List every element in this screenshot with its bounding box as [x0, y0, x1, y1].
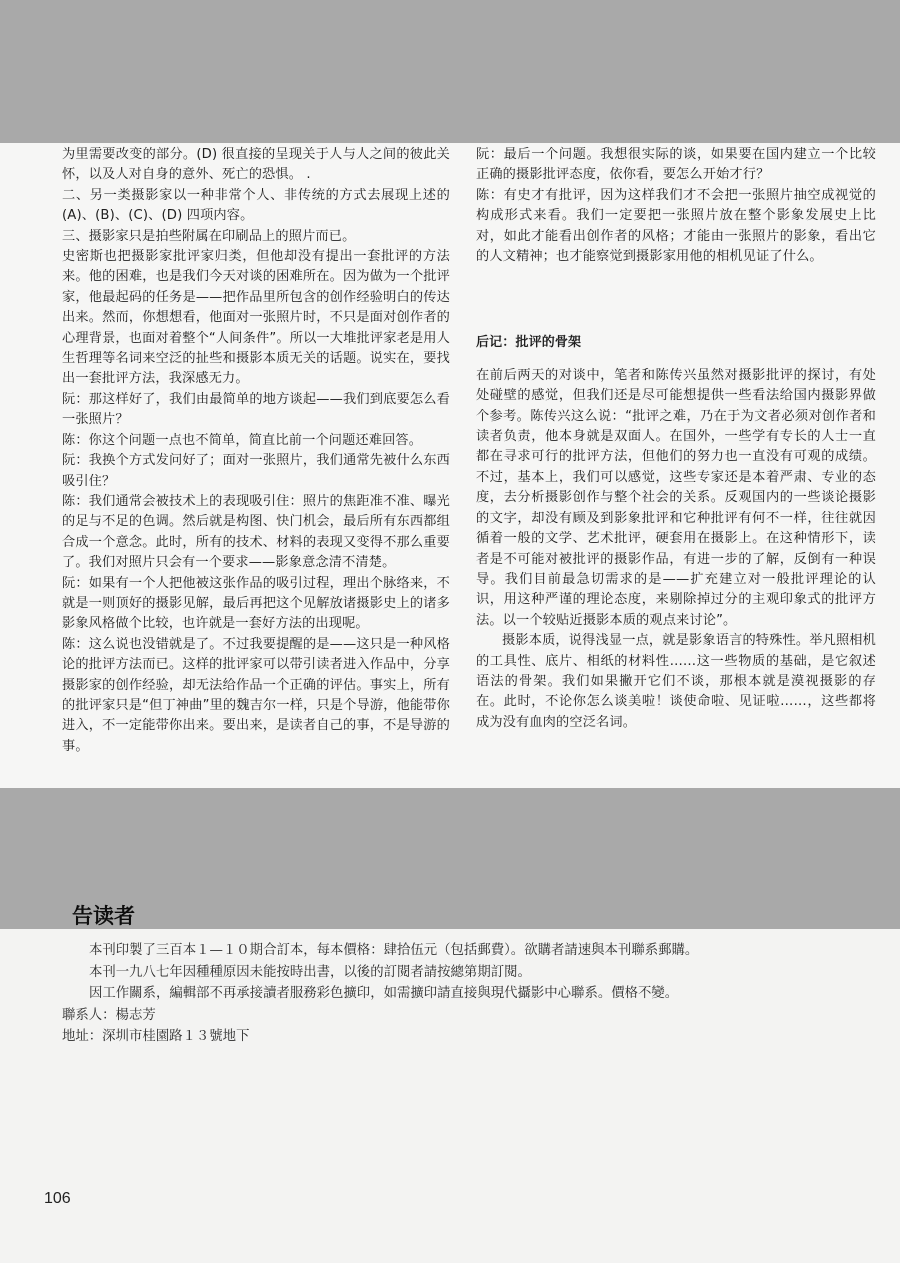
- paragraph: 陈：这么说也没错就是了。不过我要提醒的是——这只是一种风格论的批评方法而已。这样的批评家可以带引读者进入作品中，分享摄影家的创作经验，却无法给作品一个正确的评估。事实上，所有的批评家只是“但丁神曲”里的魏吉尔一样，只是个导游，他能带你进入，不一定能带你出来。要出来，是读者自己的事，不是导游的事。: [62, 636, 450, 754]
- paragraph: 阮：最后一个问题。我想很实际的谈，如果要在国内建立一个比较正确的摄影批评态度，依你看，要怎么开始才行？: [476, 147, 876, 183]
- paragraph: 三、摄影家只是拍些附属在印刷品上的照片而已。: [62, 228, 356, 244]
- paragraph: 陈：有史才有批评，因为这样我们才不会把一张照片抽空成视觉的构成形式来看。我们一定要把一张照片放在整个影象发展史上比对，如此才能看出创作者的风格；才能由一张照片的影象，看出它的人文精神；也才能察觉到摄影家用他的相机见证了什么。: [476, 187, 876, 265]
- notice-line: 聯系人：楊志芳: [62, 1007, 156, 1023]
- notice-line: 地址：深圳市桂園路１３號地下: [62, 1029, 250, 1044]
- paragraph: 阮：我换个方式发问好了；面对一张照片，我们通常先被什么东西吸引住？: [62, 453, 450, 489]
- paragraph: 陈：我们通常会被技术上的表现吸引住：照片的焦距准不准、曝光的足与不足的色调。然后就是构图、快门机会，最后所有东西都组合成一个意念。此时，所有的技术、材料的表现又变得不那么重要了。我们对照片只会有一个要求——影象意念清不清楚。: [62, 493, 450, 571]
- paragraph: 在前后两天的对谈中，笔者和陈传兴虽然对摄影批评的探讨，有处处碰壁的感觉，但我们还是尽可能想提供一些看法给国内摄影界做个参考。陈传兴这么说：“批评之难，乃在于为文者必须对创作者和读者负责，他本身就是双面人。在国外，一些学有专长的人士一直都在寻求可行的批评方法，但他们的努力也一直没有可观的成绩。不过，基本上，我们可以感觉，这些专家还是本着严肃、专业的态度，去分析摄影创作与整个社会的关系。反观国内的一些谈论摄影的文字，却没有顾及到影象批评和它种批评有何不一样，往往就因循着一般的文学、艺术批评，硬套用在摄影上。在这种情形下，读者是不可能对被批评的摄影作品，有进一步的了解，反倒有一种误导。我们目前最急切需求的是——扩充建立对一般批评理论的认识，用这种严谨的理论态度，来剔除掉过分的主观印象式的批评方法。以一个较贴近摄影本质的观点来讨论”。: [476, 367, 876, 628]
- top-gray-band: [0, 0, 900, 143]
- notice-line: 本刊印製了三百本１—１０期合訂本，每本價格：肆拾伍元（包括郵費）。欲購者請速與本刊聯系郵購。: [89, 943, 699, 958]
- notice-title: 告读者: [72, 904, 135, 928]
- middle-gray-band: [0, 788, 900, 929]
- paragraph: 史密斯也把摄影家批评家归类，但他却没有提出一套批评的方法来。他的困难，也是我们今天对谈的困难所在。因为做为一个批评家，他最起码的任务是——把作品里所包含的创作经验明白的传达出来。然而，你想想看，他面对一张照片时，不只是面对创作者的心理背景，也面对着整个“人间条件”。所以一大堆批评家老是用人生哲理等名词来空泛的扯些和摄影本质无关的话题。说实在，要找出一套批评方法，我深感无力。: [62, 249, 450, 387]
- interview-ending: [476, 145, 876, 267]
- notice-line: 本刊一九八七年因種種原因未能按時出書，以後的訂閱者請按總第期訂閱。: [89, 964, 531, 980]
- paragraph: 摄影本质，说得浅显一点，就是影象语言的特殊性。举凡照相机的工具性、底片、相纸的材料性……这一些物质的基础，是它叙述语法的骨架。我们如果撇开它们不谈，那根本就是漠视摄影的存在。此时，不论你怎么谈美啦！谈使命啦、见证啦……，这些都将成为没有血肉的空泛名词。: [476, 633, 876, 730]
- paragraph: 为里需要改变的部分。(D) 很直接的呈现关于人与人之间的彼此关怀，以及人对自身的意外、死亡的恐惧。 .: [62, 147, 450, 183]
- paragraph: 二、另一类摄影家以一种非常个人、非传统的方式去展现上述的 (A)、(B)、(C)、(D) 四项内容。: [62, 187, 450, 224]
- afterword-body: [476, 366, 876, 733]
- paragraph: 陈：你这个问题一点也不简单，简直比前一个问题还难回答。: [62, 432, 423, 448]
- paragraph: 阮：如果有一个人把他被这张作品的吸引过程，理出个脉络来，不就是一则顶好的摄影见解，最后再把这个见解放诸摄影史上的诸多影象风格做个比较，也许就是一套好方法的出现呢。: [62, 575, 450, 632]
- afterword-title: 后记：批评的骨架: [476, 335, 582, 351]
- paragraph: 阮：那这样好了，我们由最简单的地方谈起——我们到底要怎么看一张照片？: [62, 391, 450, 428]
- notice-body: [62, 940, 842, 1048]
- article-right-column: [476, 145, 876, 733]
- page-number: 106: [44, 1190, 71, 1207]
- notice-line: 因工作關系，編輯部不再承接讀者服務彩色擴印，如需擴印請直接與現代攝影中心聯系。價格不變。: [89, 986, 679, 1001]
- article-left-column: [62, 145, 450, 757]
